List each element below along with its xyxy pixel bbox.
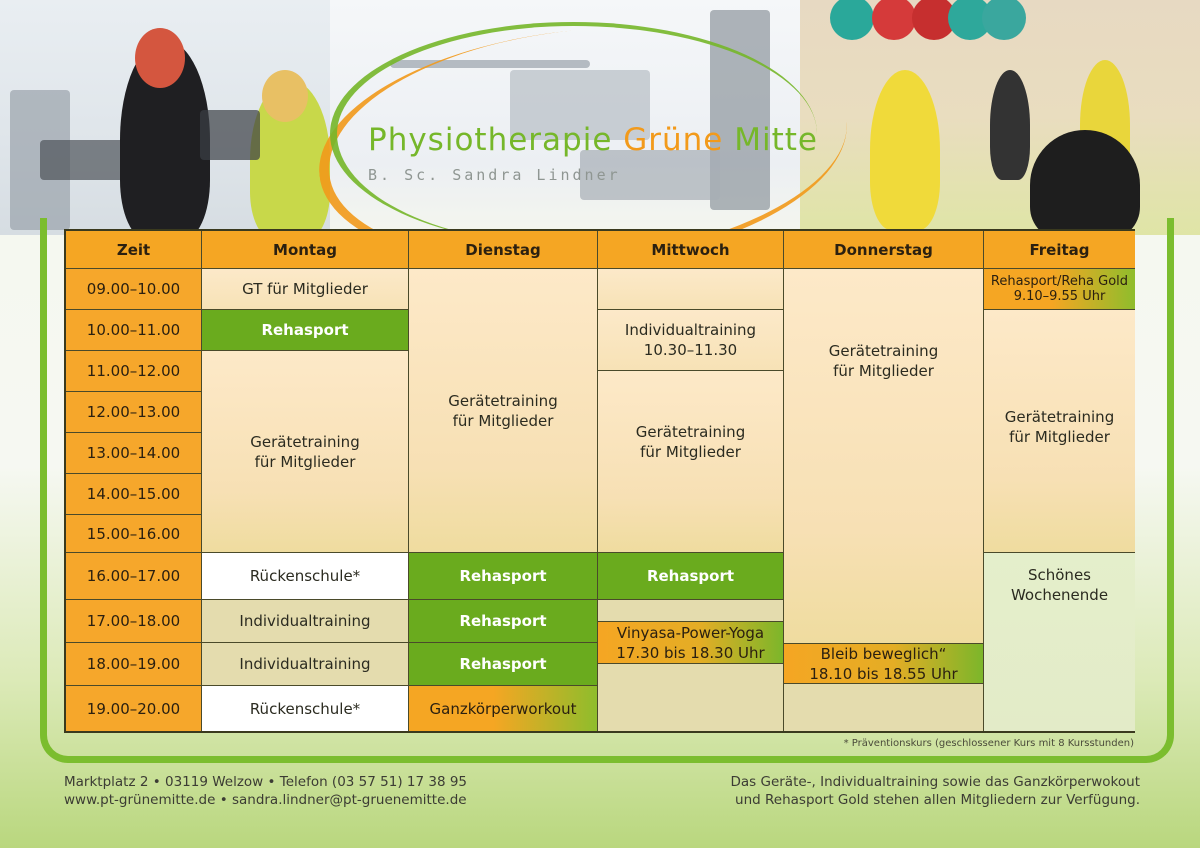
dienstag-rehasport: Rehasport xyxy=(409,600,598,643)
mittwoch-vinyasa-yoga: Vinyasa-Power-Yoga 17.30 bis 18.30 Uhr xyxy=(598,622,784,664)
page-subtitle: B. Sc. Sandra Lindner xyxy=(368,166,621,184)
footnote: * Präventionskurs (geschlossener Kurs mit 8 Kursstunden) xyxy=(843,738,1134,749)
schedule-table xyxy=(64,229,1135,733)
address-line: Marktplatz 2 • 03119 Welzow • Telefon (03 57 51) 17 38 95 xyxy=(64,774,467,790)
donnerstag-geraetetraining: Gerätetraining für Mitglieder xyxy=(784,269,984,644)
time-slot: 09.00–10.00 xyxy=(66,269,202,310)
time-slot: 11.00–12.00 xyxy=(66,351,202,392)
header-montag: Montag xyxy=(202,231,409,269)
dienstag-ganzkoerperworkout: Ganzkörperworkout xyxy=(409,686,598,731)
time-slot: 10.00–11.00 xyxy=(66,310,202,351)
mittwoch-empty xyxy=(598,269,784,310)
time-slot: 12.00–13.00 xyxy=(66,392,202,433)
dienstag-rehasport: Rehasport xyxy=(409,643,598,686)
header-dienstag: Dienstag xyxy=(409,231,598,269)
page-title: Physiotherapie Grüne Mitte xyxy=(368,122,818,158)
montag-rehasport: Rehasport xyxy=(202,310,409,351)
mittwoch-rehasport: Rehasport xyxy=(598,553,784,600)
montag-geraetetraining: Gerätetraining für Mitglieder xyxy=(202,351,409,553)
time-slot: 19.00–20.00 xyxy=(66,686,202,731)
photo-physio-session xyxy=(0,0,330,235)
header-mittwoch: Mittwoch xyxy=(598,231,784,269)
header-donnerstag: Donnerstag xyxy=(784,231,984,269)
montag-rueckenschule: Rückenschule* xyxy=(202,686,409,731)
freitag-rehasport-gold: Rehasport/Reha Gold 9.10–9.55 Uhr xyxy=(984,269,1135,310)
dienstag-geraetetraining: Gerätetraining für Mitglieder xyxy=(409,269,598,553)
time-slot: 17.00–18.00 xyxy=(66,600,202,643)
montag-individualtraining: Individualtraining xyxy=(202,600,409,643)
contact-info xyxy=(64,773,467,809)
time-slot: 18.00–19.00 xyxy=(66,643,202,686)
montag-rueckenschule: Rückenschule* xyxy=(202,553,409,600)
time-slot: 16.00–17.00 xyxy=(66,553,202,600)
time-slot: 13.00–14.00 xyxy=(66,433,202,474)
web-email-line[interactable]: www.pt-grünemitte.de • sandra.lindner@pt-gruenemitte.de xyxy=(64,792,467,808)
donnerstag-bleib-beweglich: Bleib beweglich“ 18.10 bis 18.55 Uhr xyxy=(784,644,984,684)
dienstag-rehasport: Rehasport xyxy=(409,553,598,600)
header-zeit: Zeit xyxy=(66,231,202,269)
photo-fitness-class xyxy=(800,0,1200,235)
montag-gt: GT für Mitglieder xyxy=(202,269,409,310)
mittwoch-individualtraining: Individualtraining 10.30–11.30 xyxy=(598,310,784,371)
donnerstag-empty xyxy=(784,684,984,731)
availability-note: Das Geräte-, Individualtraining sowie das Ganzkörperwokout und Rehasport Gold stehen allen Mitgliedern zur Verfügung. xyxy=(730,774,1140,808)
freitag-wochenende: Schönes Wochenende xyxy=(984,553,1135,731)
freitag-geraetetraining: Gerätetraining für Mitglieder xyxy=(984,310,1135,553)
montag-individualtraining: Individualtraining xyxy=(202,643,409,686)
mittwoch-geraetetraining: Gerätetraining für Mitglieder xyxy=(598,371,784,553)
time-slot: 15.00–16.00 xyxy=(66,515,202,553)
header-freitag: Freitag xyxy=(984,231,1135,269)
time-slot: 14.00–15.00 xyxy=(66,474,202,515)
mittwoch-empty xyxy=(598,600,784,622)
mittwoch-empty xyxy=(598,664,784,731)
